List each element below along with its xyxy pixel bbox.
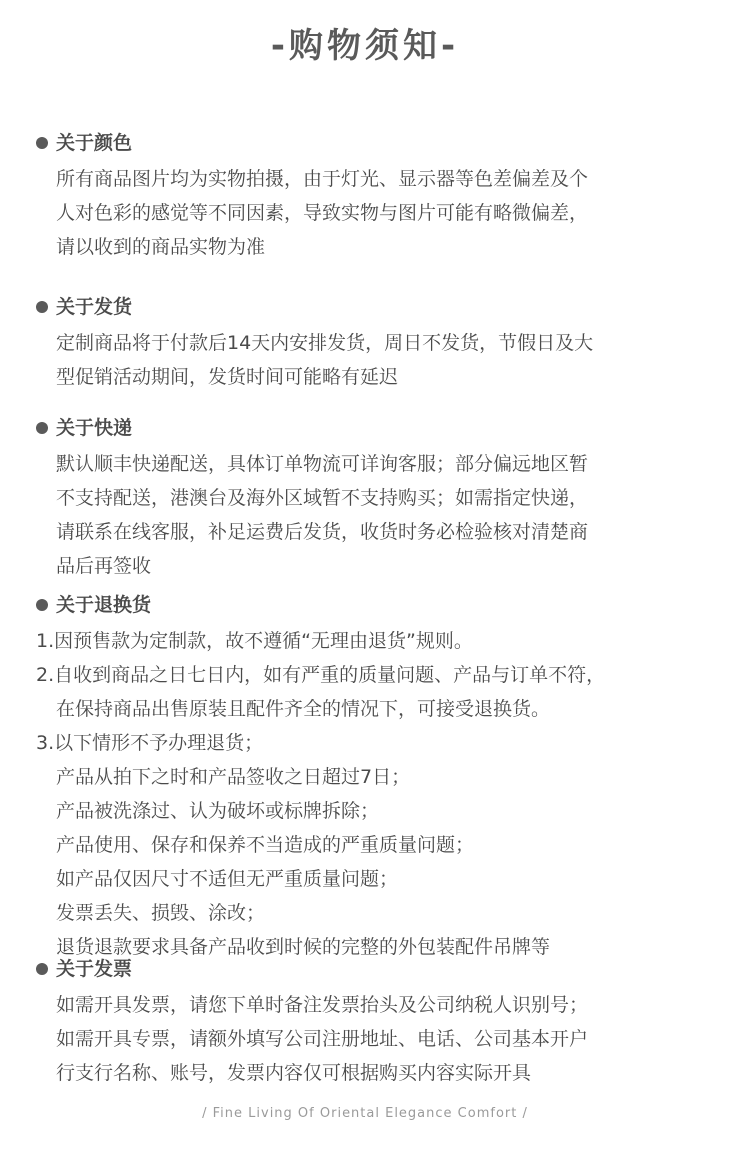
text-line: 产品从拍下之时和产品签收之日超过7日； bbox=[56, 766, 411, 788]
bullet-icon bbox=[36, 963, 48, 975]
text-line: 请以收到的商品实物为准 bbox=[56, 236, 266, 258]
section-heading bbox=[36, 590, 706, 620]
bullet-icon bbox=[36, 422, 48, 434]
text-line: 不支持配送，港澳台及海外区域暂不支持购买；如需指定快递， bbox=[56, 487, 589, 509]
section-invoice bbox=[36, 954, 706, 1090]
text-line: 品后再签收 bbox=[56, 555, 152, 577]
section-returns bbox=[36, 590, 706, 964]
text-line: 请联系在线客服，补足运费后发货，收货时务必检验核对清楚商 bbox=[56, 521, 589, 543]
section-heading-text: 关于退换货 bbox=[56, 594, 152, 616]
text-line: 如需开具专票，请额外填写公司注册地址、电话、公司基本开户 bbox=[56, 1028, 589, 1050]
section-heading bbox=[36, 292, 706, 322]
section-heading-text: 关于颜色 bbox=[56, 132, 133, 154]
section-shipping bbox=[36, 292, 706, 394]
section-heading bbox=[36, 954, 706, 984]
section-heading bbox=[36, 128, 706, 158]
section-heading-text: 关于快递 bbox=[56, 417, 133, 439]
text-line: 如产品仅因尺寸不适但无严重质量问题； bbox=[56, 868, 399, 890]
text-line: 所有商品图片均为实物拍摄，由于灯光、显示器等色差偏差及个 bbox=[56, 168, 589, 190]
text-line: 发票丢失、损毁、涂改； bbox=[56, 902, 266, 924]
text-line: 定制商品将于付款后14天内安排发货，周日不发货，节假日及大 bbox=[56, 332, 594, 354]
text-line: 在保持商品出售原装且配件齐全的情况下，可接受退换货。 bbox=[56, 698, 551, 720]
text-line: 型促销活动期间，发货时间可能略有延迟 bbox=[56, 366, 399, 388]
bullet-icon bbox=[36, 137, 48, 149]
text-line: 人对色彩的感觉等不同因素，导致实物与图片可能有略微偏差， bbox=[56, 202, 589, 224]
text-line: 默认顺丰快递配送，具体订单物流可详询客服；部分偏远地区暂 bbox=[56, 453, 589, 475]
text-line: 2.自收到商品之日七日内，如有严重的质量问题、产品与订单不符， bbox=[36, 664, 606, 686]
bullet-icon bbox=[36, 301, 48, 313]
text-line: 行支行名称、账号，发票内容仅可根据购买内容实际开具 bbox=[56, 1062, 532, 1084]
bullet-icon bbox=[36, 599, 48, 611]
section-express bbox=[36, 413, 706, 583]
section-heading bbox=[36, 413, 706, 443]
text-line: 产品被洗涤过、认为破坏或标牌拆除； bbox=[56, 800, 380, 822]
text-line: 1.因预售款为定制款，故不遵循“无理由退货”规则。 bbox=[36, 630, 473, 652]
section-heading-text: 关于发货 bbox=[56, 296, 133, 318]
text-line: 3.以下情形不予办理退货； bbox=[36, 732, 264, 754]
text-line: 退货退款要求具备产品收到时候的完整的外包装配件吊牌等 bbox=[56, 936, 551, 958]
section-color bbox=[36, 128, 706, 264]
text-line: 产品使用、保存和保养不当造成的严重质量问题； bbox=[56, 834, 475, 856]
section-heading-text: 关于发票 bbox=[56, 958, 133, 980]
footer-tagline: / Fine Living Of Oriental Elegance Comfort / bbox=[202, 1106, 528, 1121]
page-title: -购物须知- bbox=[270, 26, 460, 66]
text-line: 如需开具发票，请您下单时备注发票抬头及公司纳税人识别号； bbox=[56, 994, 589, 1016]
